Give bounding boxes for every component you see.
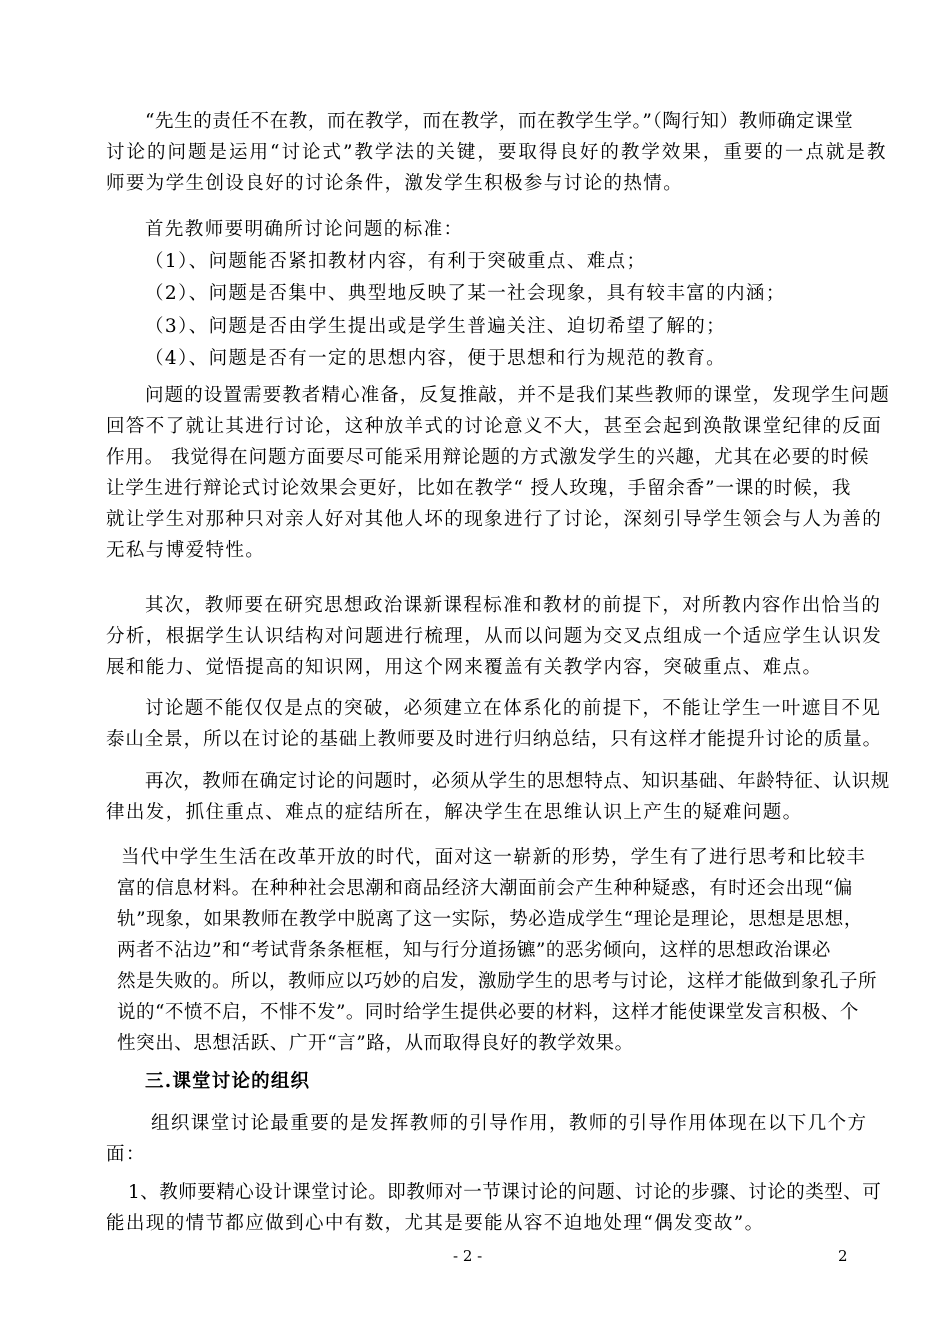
- text-line: 再次，教师在确定讨论的问题时，必须从学生的思想特点、知识基础、年龄特征、认识规: [145, 771, 890, 792]
- text-line: 泰山全景，所以在讨论的基础上教师要及时进行归纳总结，只有这样才能提升讨论的质量。: [106, 729, 883, 750]
- text-line: 作用。 我觉得在问题方面要尽可能采用辩论题的方式激发学生的兴趣，尤其在必要的时候: [106, 447, 870, 468]
- page-number-right: 2: [838, 1247, 848, 1265]
- text-line: 能出现的情节都应做到心中有数，尤其是要能从容不迫地处理“偶发变故”。: [106, 1213, 765, 1234]
- text-line: （4）、问题是否有一定的思想内容，便于思想和行为规范的教育。: [145, 348, 727, 369]
- text-line: 富的信息材料。在种种社会思潮和商品经济大潮面前会产生种种疑惑，有时还会出现“偏: [117, 878, 853, 899]
- text-line: 分析，根据学生认识结构对问题进行梳理，从而以问题为交叉点组成一个适应学生认识发: [106, 626, 883, 647]
- text-line: 回答不了就让其进行讨论，这种放羊式的讨论意义不大，甚至会起到涣散课堂纪律的反面: [106, 416, 883, 437]
- text-line: 然是失败的。所以，教师应以巧妙的启发，激励学生的思考与讨论，这样才能做到象孔子所: [117, 971, 878, 992]
- text-line: 讨论的问题是运用“讨论式”教学法的关键，要取得良好的教学效果，重要的一点就是教: [106, 142, 888, 163]
- section-heading-text: 三.课堂讨论的组织: [145, 1071, 311, 1092]
- text-line: 性突出、思想活跃、广开“言”路，从而取得良好的教学效果。: [117, 1033, 634, 1054]
- text-line: 1、教师要精心设计课堂讨论。即教师对一节课讨论的问题、讨论的步骤、讨论的类型、可: [128, 1182, 882, 1203]
- text-line: 让学生进行辩论式讨论效果会更好，比如在教学“ 授人玫瑰，手留余香”一课的时候，我: [106, 478, 852, 499]
- text-line: 面：: [106, 1144, 146, 1165]
- text-line: 组织课堂讨论最重要的是发挥教师的引导作用，教师的引导作用体现在以下几个方: [151, 1113, 868, 1134]
- text-line: 说的“不愤不启，不悱不发”。同时给学生提供必要的材料，这样才能使课堂发言积极、个: [117, 1002, 859, 1023]
- text-line: 其次，教师要在研究思想政治课新课程标准和教材的前提下，对所教内容作出恰当的: [145, 595, 882, 616]
- page-number-center: - 2 -: [453, 1247, 483, 1265]
- text-line: 展和能力、觉悟提高的知识网，用这个网来覆盖有关教学内容，突破重点、难点。: [106, 657, 823, 678]
- text-line: 讨论题不能仅仅是点的突破，必须建立在体系化的前提下，不能让学生一叶遮目不见: [145, 698, 882, 719]
- text-line: （1）、问题能否紧扣教材内容，有利于突破重点、难点；: [145, 251, 647, 272]
- text-line: 问题的设置需要教者精心准备，反复推敲，并不是我们某些教师的课堂，发现学生问题: [145, 385, 890, 406]
- text-line: 师要为学生创设良好的讨论条件，激发学生积极参与讨论的热情。: [106, 173, 684, 194]
- text-line: “先生的责任不在教，而在教学，而在教学，而在教学生学。”（陶行知）教师确定课堂: [145, 111, 854, 132]
- text-line: 就让学生对那种只对亲人好对其他人坏的现象进行了讨论，深刻引导学生领会与人为善的: [106, 509, 883, 530]
- text-line: 当代中学生生活在改革开放的时代，面对这一崭新的形势，学生有了进行思考和比较丰: [121, 847, 866, 868]
- text-line: （2）、问题是否集中、典型地反映了某一社会现象，具有较丰富的内涵；: [145, 283, 786, 304]
- text-line: 无私与博爱特性。: [106, 540, 266, 561]
- text-line: 律出发，抓住重点、难点的症结所在，解决学生在思维认识上产生的疑难问题。: [106, 802, 803, 823]
- text-line: 两者不沾边”和“考试背条条框框，知与行分道扬镳”的恶劣倾向，这样的思想政治课必: [117, 940, 831, 961]
- text-line: 轨”现象，如果教师在教学中脱离了这一实际，势必造成学生“理论是理论，思想是思想，: [117, 909, 863, 930]
- text-line: 首先教师要明确所讨论问题的标准：: [145, 219, 464, 240]
- text-line: （3）、问题是否由学生提出或是学生普遍关注、迫切希望了解的；: [145, 316, 727, 337]
